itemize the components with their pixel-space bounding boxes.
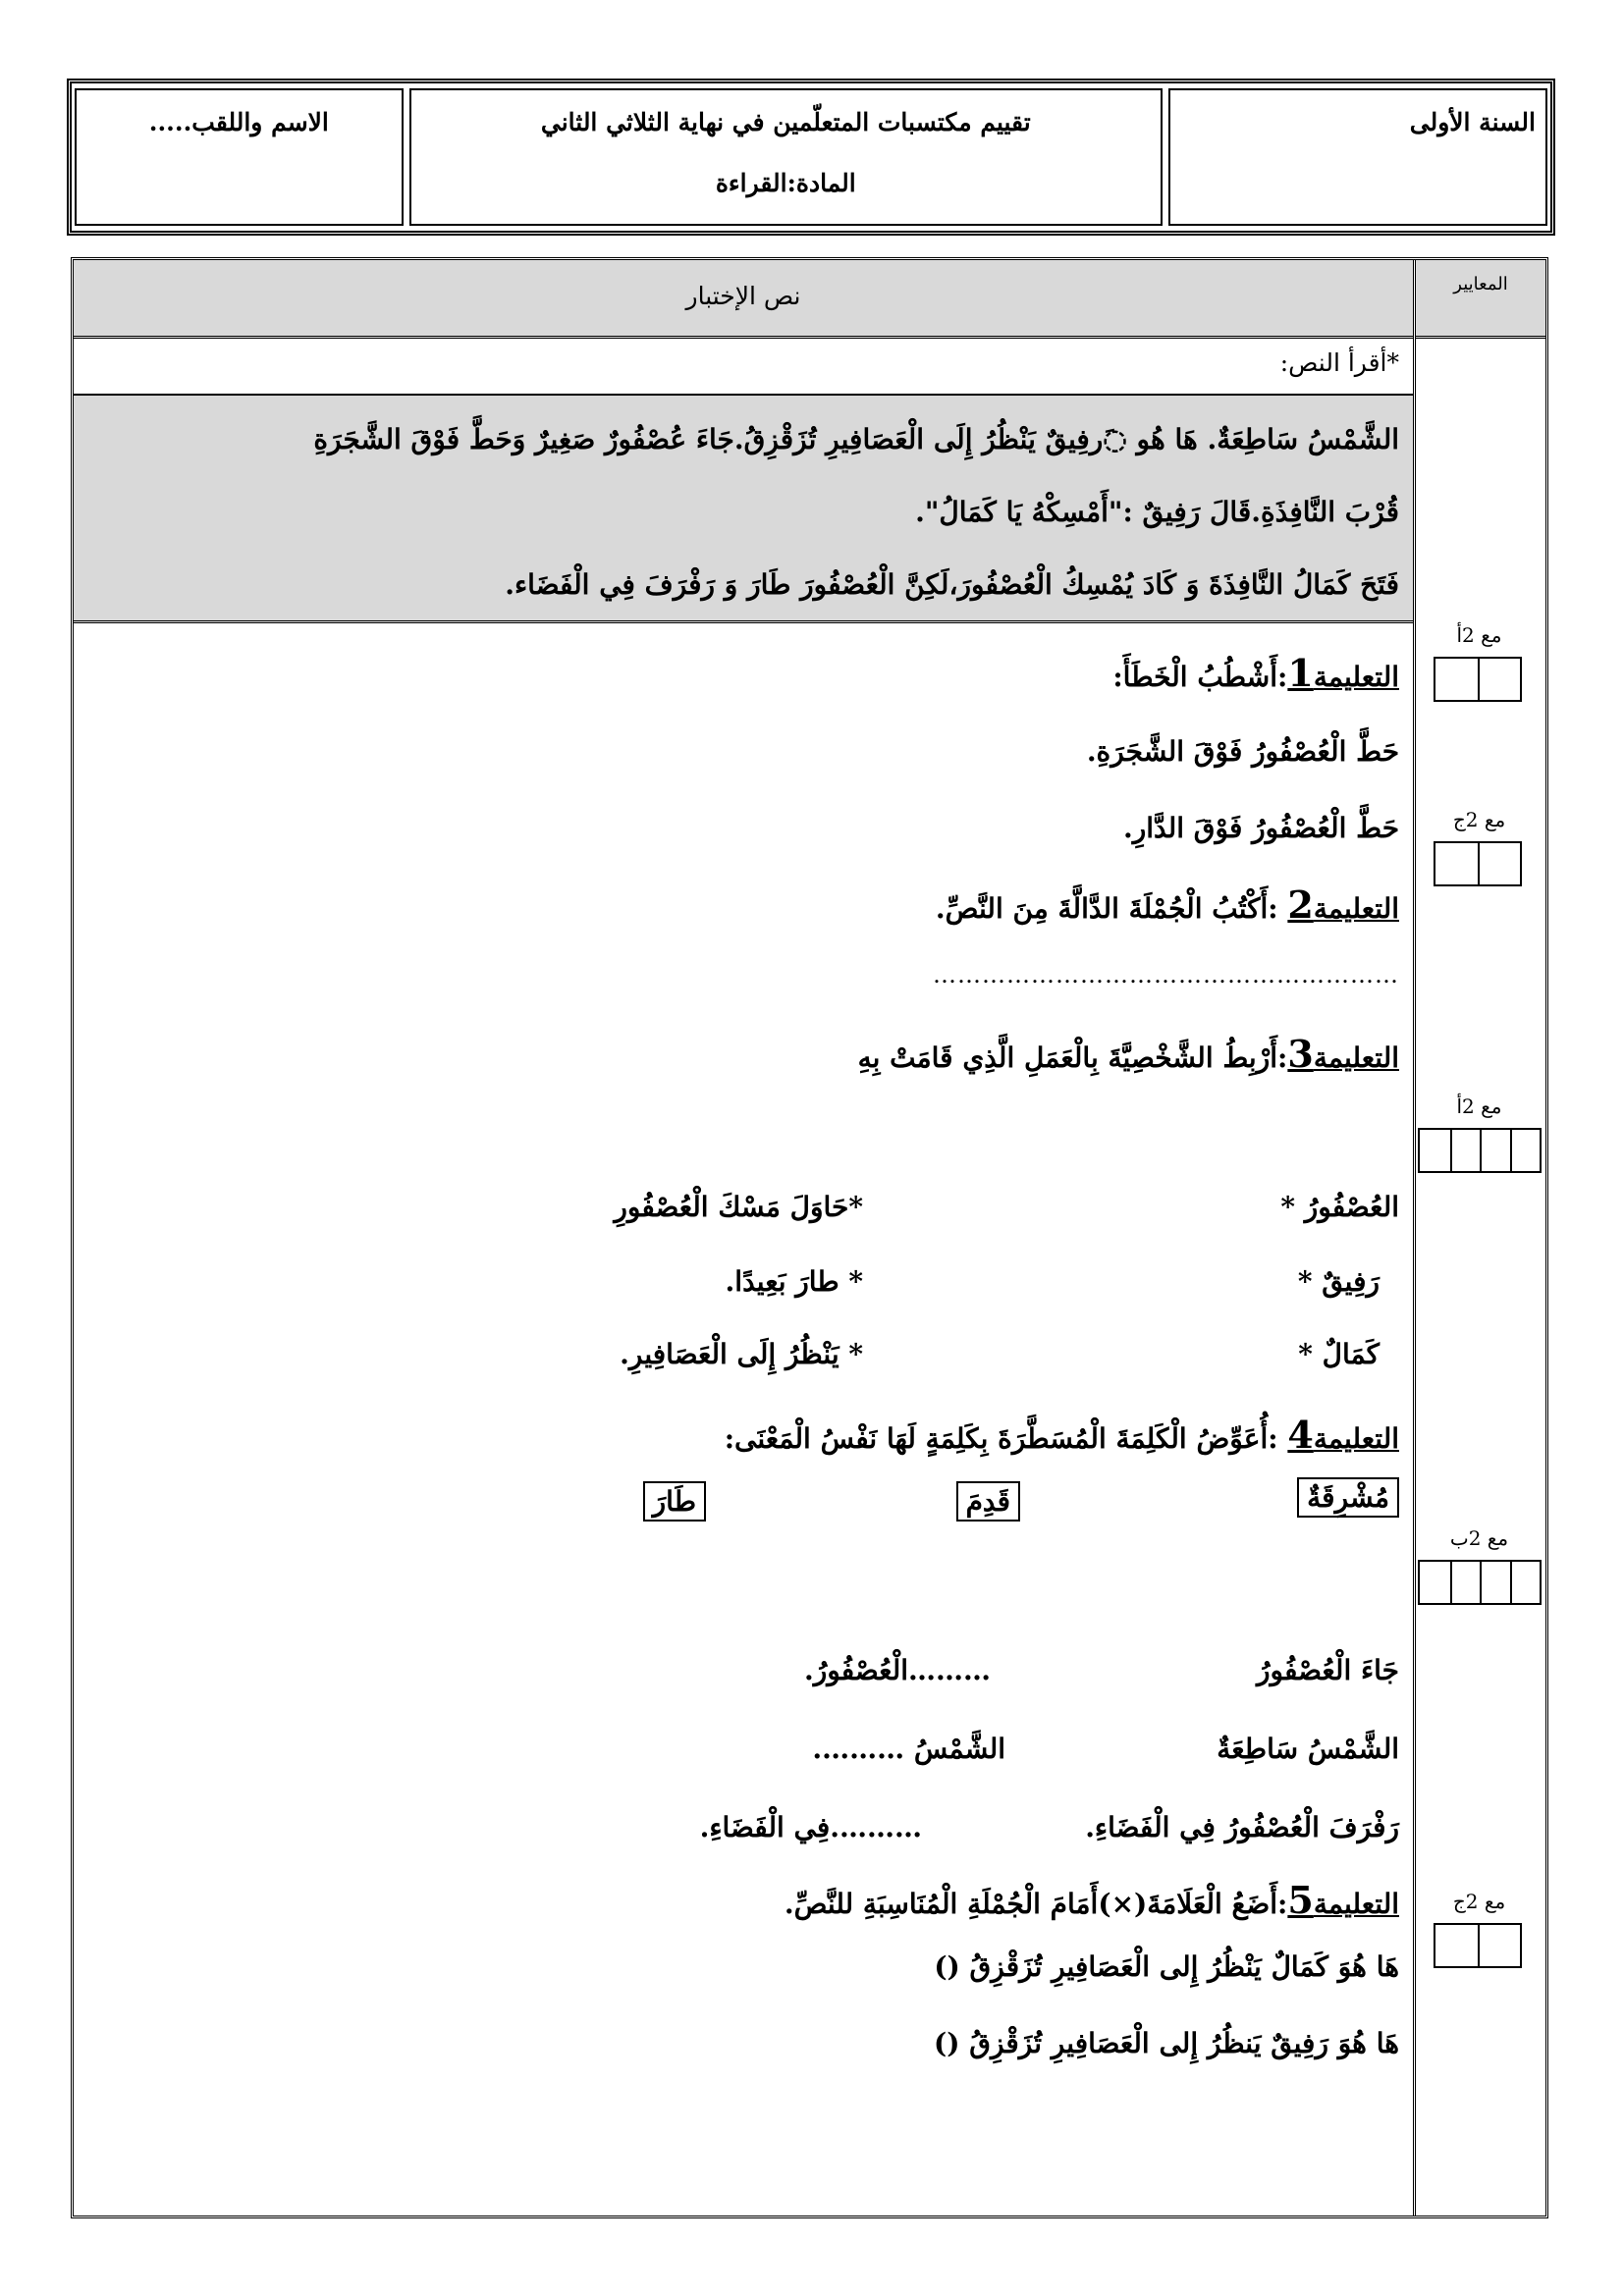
action-item[interactable]: * طارَ بَعِيدًا. [725, 1265, 863, 1298]
answer-line[interactable]: ………………………………………………… [933, 961, 1399, 988]
instruction-label: التعليمة [1313, 892, 1399, 925]
subject-label: المادة:القراءة [715, 169, 856, 197]
score-boxes-1[interactable] [1434, 657, 1522, 702]
instruction-5 [785, 1878, 1399, 1922]
title-cell [409, 88, 1163, 226]
criterion-4: مع 2ب [1449, 1526, 1509, 1550]
option-sentence[interactable]: حَطَّ الْعُصْفُورُ فَوْقَ الدَّارِ. [1122, 812, 1399, 844]
instruction-1 [1112, 651, 1399, 695]
sentence-blank[interactable]: ……….فِي الْفَضَاءِ. [699, 1811, 922, 1843]
word-box [643, 1485, 706, 1518]
instruction-text: :أَرْبِطُ الشَّخْصِيَّةَ بِالْعَمَلِ الَّذِي قَامَتْ بِهِ [857, 1041, 1288, 1074]
character-item[interactable]: رَفِيقٌ * [1297, 1265, 1380, 1298]
word-box [956, 1485, 1020, 1518]
exam-header [67, 79, 1555, 236]
reading-passage [74, 396, 1413, 623]
action-item[interactable]: * يَنْظُرُ إِلَى الْعَصَافِيرِ. [620, 1338, 863, 1370]
criterion-2: مع 2ج [1452, 808, 1506, 831]
instruction-text: :أُعَوِّضُ الْكَلِمَةَ الْمُسَطَّرَةَ بِكَلِمَةٍ لَهَا نَفْسُ الْمَعْنَى: [724, 1422, 1288, 1455]
instruction-text: :أَضَعُ الْعَلَامَةَ(×)أَمَامَ الْجُمْلَةِ الْمُنَاسِبَةِ للنَّصِّ. [784, 1888, 1288, 1920]
sentence-original: رَفْرَفَ الْعُصْفُورُ فِي الْفَضَاءِ. [1085, 1811, 1399, 1843]
year-cell [1168, 88, 1547, 226]
word-option: طَارَ [643, 1481, 706, 1522]
name-cell [75, 88, 404, 226]
criteria-header: المعايير [1416, 260, 1545, 339]
year-label: السنة الأولى [1409, 108, 1536, 136]
choice-sentence[interactable]: هَا هُوَ رَفِيقٌ يَنظُرُ إِلى الْعَصَافِيرِ تُزَقْزِقُ () [934, 2027, 1399, 2059]
exam-title: تقييم مكتسبات المتعلّمين في نهاية الثلاثي الثاني [540, 108, 1031, 136]
instruction-number: 1 [1287, 651, 1314, 695]
score-boxes-3[interactable] [1418, 1128, 1542, 1173]
instruction-text: :أَشْطُبُ الْخَطَأَ: [1112, 661, 1288, 693]
sentence-blank[interactable]: الشَّمْسُ ………. [812, 1733, 1005, 1765]
reading-instruction: *أقرأ النص: [74, 339, 1413, 396]
sentence-original: جَاءَ الْعُصْفُورُ [1256, 1654, 1399, 1686]
instruction-2 [936, 882, 1399, 927]
criterion-5: مع 2ج [1452, 1890, 1506, 1913]
score-boxes-5[interactable] [1434, 1923, 1522, 1968]
action-item[interactable]: *حَاوَلَ مَسْكَ الْعُصْفُورِ [614, 1191, 863, 1223]
passage-line: فَتَحَ كَمَالُ النَّافِذَةَ وَ كَادَ يُمْسِكُ الْعُصْفُورَ،لَكِنَّ الْعُصْفُورَ طَارَ وَ رَفْرَفَ فِي الْفَضَاء. [505, 568, 1399, 601]
option-sentence[interactable]: حَطَّ الْعُصْفُورُ فَوْقَ الشَّجَرَةِ. [1086, 735, 1399, 768]
exam-table [71, 257, 1548, 2218]
instruction-label: التعليمة [1313, 1041, 1399, 1074]
sentence-original: الشَّمْسُ سَاطِعَةٌ [1217, 1733, 1399, 1765]
word-option: قَدِمَ [956, 1481, 1020, 1522]
instruction-3 [858, 1032, 1399, 1076]
score-boxes-2[interactable] [1434, 841, 1522, 886]
sentence-blank[interactable]: ………الْعُصْفُورُ. [804, 1654, 991, 1686]
criterion-1: مع 2أ [1456, 623, 1502, 647]
word-option: مُشْرِقَةٌ [1297, 1477, 1399, 1518]
word-box [1297, 1481, 1399, 1514]
score-boxes-4[interactable] [1418, 1560, 1542, 1605]
instruction-number: 4 [1287, 1413, 1314, 1457]
criteria-column [1413, 260, 1545, 2216]
choice-sentence[interactable]: هَا هُوَ كَمَالٌ يَنْظُرُ إِلى الْعَصَافِيرِ تُزَقْزِقُ () [934, 1950, 1399, 1983]
instruction-4 [725, 1413, 1399, 1457]
criterion-3: مع 2أ [1456, 1095, 1502, 1118]
passage-line: الشَّمْسُ سَاطِعَةٌ. هَا هُو ◌َرفِيقٌ يَنْظُرُ إِلَى الْعَصَافِيرِ تُزَقْزِقُ.جَاءَ عُصْفُورٌ صَغِيرٌ وَحَطَّ فَوْقَ الشَّجَرَةِ [313, 423, 1399, 455]
instruction-label: التعليمة [1313, 1422, 1399, 1455]
instruction-label: التعليمة [1313, 661, 1399, 693]
content-column [74, 260, 1413, 2216]
instruction-number: 3 [1287, 1032, 1314, 1076]
instruction-text: :أَكْتُبُ الْجُمْلَةَ الدَّالَّةَ مِنَ النَّصِّ. [935, 892, 1288, 925]
instruction-number: 2 [1287, 882, 1314, 927]
passage-line: قُرْبَ النَّافِذَةِ.قَالَ رَفِيقٌ :"أَمْسِكْهُ يَا كَمَالُ". [915, 496, 1399, 528]
name-field[interactable]: الاسم واللقب..... [148, 108, 329, 136]
character-item[interactable]: العُصْفُورُ * [1280, 1191, 1399, 1223]
character-item[interactable]: كَمَالٌ * [1298, 1338, 1380, 1370]
text-header: نص الإختبار [74, 260, 1413, 339]
instruction-number: 5 [1287, 1878, 1314, 1922]
instruction-label: التعليمة [1313, 1888, 1399, 1920]
